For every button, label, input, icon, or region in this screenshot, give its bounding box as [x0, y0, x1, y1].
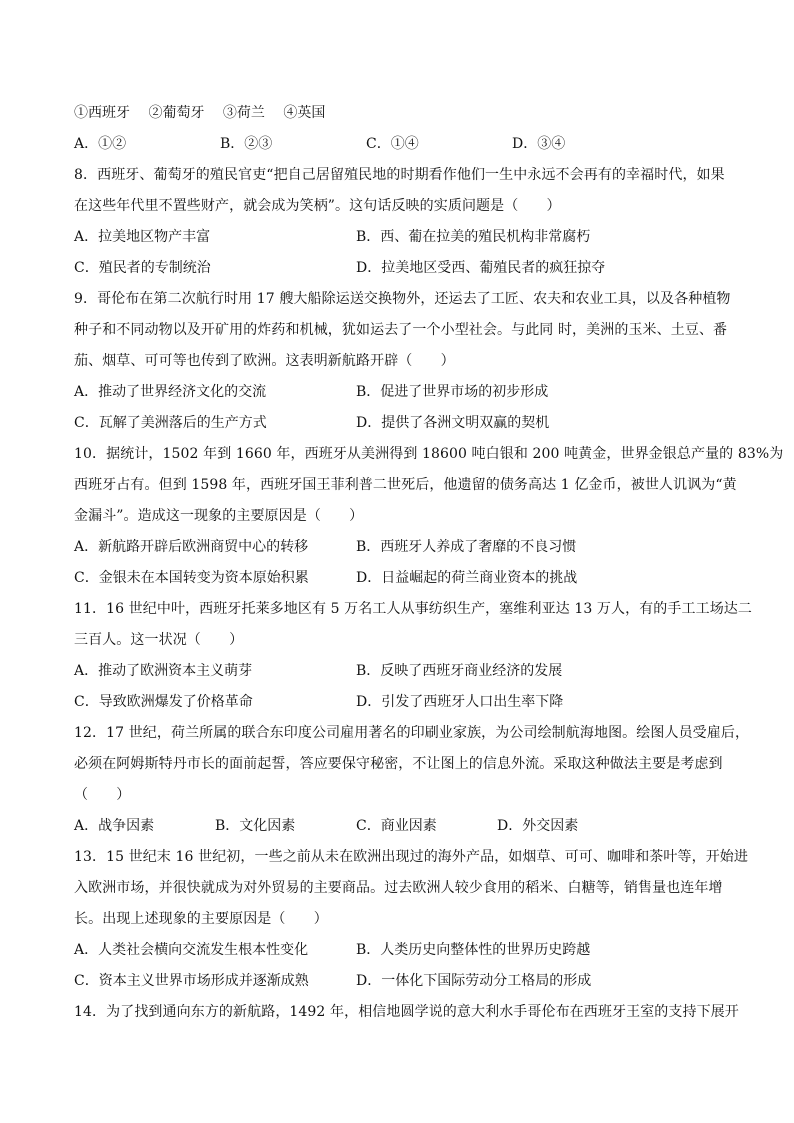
q13-option-d: D．一体化下国际劳动分工格局的形成	[356, 973, 592, 989]
q9-options-row	[74, 377, 724, 408]
q11-option-c: C．导致欧洲爆发了价格革命	[74, 694, 253, 710]
q9-option-b: B．促进了世界市场的初步形成	[356, 384, 549, 400]
q10-stem-line: 10．据统计，1502 年到 1660 年，西班牙从美洲得到 18600 吨白银和 200 吨黄金，世界金银总产量的 83%为	[74, 446, 784, 462]
q10-option-c: C．金银未在本国转变为资本原始积累	[74, 570, 309, 586]
q12-stem-line: 必须在阿姆斯特丹市长的面前起誓，答应要保守秘密，不让图上的信息外流。采取这种做法主要是考虑到	[74, 756, 723, 772]
q12-option-a: A．战争因素	[74, 818, 155, 834]
q10-options-row	[74, 563, 724, 594]
q7-option-a: A．①②	[74, 136, 127, 152]
q13-stem-line: 长。出现上述现象的主要原因是（ ）	[74, 911, 328, 927]
q10-option-a: A．新航路开辟后欧洲商贸中心的转移	[74, 539, 309, 555]
q12-options-row	[74, 811, 724, 842]
q13-option-b: B．人类历史向整体性的世界历史跨越	[356, 942, 591, 958]
q13-options-row	[74, 966, 724, 997]
q7-options	[74, 129, 724, 160]
q8-stem-line: 在这些年代里不置些财产，就会成为笑柄”。这句话反映的实质问题是（ ）	[74, 198, 561, 214]
q12-stem-line: 12．17 世纪，荷兰所属的联合东印度公司雇用著名的印刷业家族，为公司绘制航海地图。绘图人员受雇后，	[74, 725, 750, 741]
q12-option-c: C．商业因素	[356, 818, 437, 834]
q7-option-c: C．①④	[366, 136, 419, 152]
q12-option-b: B．文化因素	[215, 818, 296, 834]
q7-choice: ③荷兰	[222, 105, 265, 121]
q13-options-row	[74, 935, 724, 966]
q13-option-c: C．资本主义世界市场形成并逐渐成熟	[74, 973, 309, 989]
q11-option-d: D．引发了西班牙人口出生率下降	[356, 694, 564, 710]
q11-options-row	[74, 656, 724, 687]
q7-option-d: D．③④	[512, 136, 566, 152]
q14-stem-line: 14．为了找到通向东方的新航路，1492 年，相信地圆学说的意大利水手哥伦布在西班牙王室的支持下展开	[74, 1004, 739, 1020]
q11-stem-line: 三百人。这一状况（ ）	[74, 632, 244, 648]
q11-stem-line: 11．16 世纪中叶，西班牙托莱多地区有 5 万名工人从事纺织生产，塞维利亚达 13 万人，有的手工工场达二	[74, 601, 752, 617]
q12-stem-line: （ ）	[74, 787, 131, 803]
q8-option-d: D．拉美地区受西、葡殖民者的疯狂掠夺	[356, 260, 606, 276]
q10-option-d: D．日益崛起的荷兰商业资本的挑战	[356, 570, 578, 586]
q11-options-row	[74, 687, 724, 718]
q7-choice: ①西班牙	[74, 105, 130, 121]
q9-option-a: A．推动了世界经济文化的交流	[74, 384, 267, 400]
q7-choice: ④英国	[283, 105, 326, 121]
q11-option-b: B．反映了西班牙商业经济的发展	[356, 663, 563, 679]
q8-option-a: A．拉美地区物产丰富	[74, 229, 211, 245]
q13-stem-line: 入欧洲市场，并很快就成为对外贸易的主要商品。过去欧洲人较少食用的稻米、白糖等，销售量也连年增	[74, 880, 723, 896]
q9-option-c: C．瓦解了美洲落后的生产方式	[74, 415, 267, 431]
q8-options-row	[74, 222, 724, 253]
q7-choice: ②葡萄牙	[148, 105, 205, 121]
q10-option-b: B．西班牙人养成了奢靡的不良习惯	[356, 539, 577, 555]
q11-option-a: A．推动了欧洲资本主义萌芽	[74, 663, 253, 679]
q9-stem-line: 茄、烟草、可可等也传到了欧洲。这表明新航路开辟（ ）	[74, 353, 455, 369]
q9-options-row	[74, 408, 724, 439]
q12-option-d: D．外交因素	[497, 818, 579, 834]
q9-option-d: D．提供了各洲文明双赢的契机	[356, 415, 550, 431]
q13-stem-line: 13．15 世纪末 16 世纪初，一些之前从未在欧洲出现过的海外产品，如烟草、可可、咖啡和茶叶等，开始进	[74, 849, 748, 865]
q7-option-b: B．②③	[220, 136, 273, 152]
exam-page	[74, 98, 784, 1028]
q8-option-b: B．西、葡在拉美的殖民机构非常腐朽	[356, 229, 591, 245]
q13-option-a: A．人类社会横向交流发生根本性变化	[74, 942, 309, 958]
q10-stem-line: 金漏斗”。造成这一现象的主要原因是（ ）	[74, 508, 364, 524]
q8-option-c: C．殖民者的专制统治	[74, 260, 211, 276]
q9-stem-line: 9．哥伦布在第二次航行时用 17 艘大船除运送交换物外，还运去了工匠、农夫和农业工具，以及各种植物	[74, 291, 731, 307]
q10-stem-line: 西班牙占有。但到 1598 年，西班牙国王菲利普二世死后，他遗留的债务高达 1 亿金币，被世人讥讽为“黄	[74, 477, 737, 493]
q9-stem-line: 种子和不同动物以及开矿用的炸药和机械，犹如运去了一个小型社会。与此同 时，美洲的玉米、土豆、番	[74, 322, 728, 338]
q8-stem-line: 8．西班牙、葡萄牙的殖民官吏“把自己居留殖民地的时期看作他们一生中永远不会再有的幸福时代，如果	[74, 167, 725, 183]
q7-choices	[74, 98, 724, 129]
q10-options-row	[74, 532, 724, 563]
q8-options-row	[74, 253, 724, 284]
